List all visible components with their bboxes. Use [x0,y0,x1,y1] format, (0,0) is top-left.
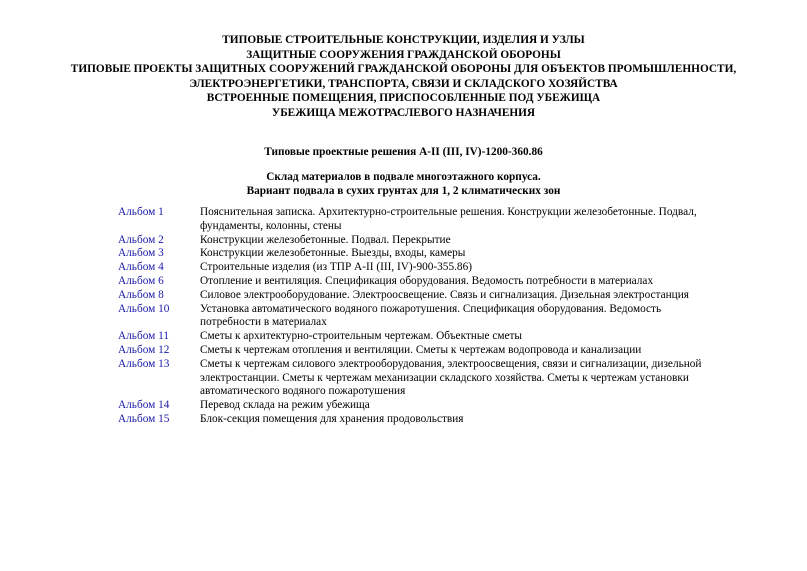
album-description: Пояснительная записка. Архитектурно-строительные решения. Конструкции железобетонные. Подвал, фундаменты, колонны, стены [200,206,697,232]
album-row [118,234,718,248]
album-row [118,261,718,275]
album-description: Перевод склада на режим убежища [200,399,370,412]
album-row [118,330,718,344]
album-row [118,275,718,289]
album-link[interactable]: Альбом 2 [118,233,164,246]
album-link[interactable]: Альбом 8 [118,288,164,301]
album-description: Отопление и вентиляция. Спецификация оборудования. Ведомость потребности в материалах [200,274,654,287]
header-line: ЭЛЕКТРОЭНЕРГЕТИКИ, ТРАНСПОРТА, СВЯЗИ И СКЛАДСКОГО ХОЗЯЙСТВА [189,77,618,90]
document-description [0,170,807,198]
album-description: Сметы к архитектурно-строительным чертежам. Объектные сметы [200,330,523,343]
album-link[interactable]: Альбом 4 [118,261,164,274]
album-description: Строительные изделия (из ТПР А-II (III, IV)-900-355.86) [200,261,472,274]
album-row [118,247,718,261]
album-row [118,344,718,358]
album-link[interactable]: Альбом 15 [118,412,170,425]
album-row [118,358,718,399]
album-row [118,413,718,427]
album-link[interactable]: Альбом 1 [118,206,164,218]
album-link[interactable]: Альбом 3 [118,247,164,260]
album-link[interactable]: Альбом 12 [118,343,170,356]
album-row [118,289,718,303]
album-link[interactable]: Альбом 10 [118,302,170,315]
album-row [118,399,718,413]
album-description: Силовое электрооборудование. Электроосвещение. Связь и сигнализация. Дизельная электростанция [200,288,689,301]
header-line: ЗАЩИТНЫЕ СООРУЖЕНИЯ ГРАЖДАНСКОЙ ОБОРОНЫ [246,48,561,61]
album-row [118,303,718,331]
description-line: Склад материалов в подвале многоэтажного корпуса. [266,171,541,183]
album-description: Сметы к чертежам отопления и вентиляции. Сметы к чертежам водопровода и канализации [200,343,642,356]
album-link[interactable]: Альбом 11 [118,330,169,343]
album-description: Сметы к чертежам силового электрооборудования, электроосвещения, связи и сигнализации, дизельной электростанции. Сметы к чертежам механизации складского хозяйства. Сметы к чертежам установки автоматического водяного пожаротушения [200,357,702,398]
description-line: Вариант подвала в сухих грунтах для 1, 2 климатических зон [246,185,561,197]
header-line: ТИПОВЫЕ СТРОИТЕЛЬНЫЕ КОНСТРУКЦИИ, ИЗДЕЛИЯ И УЗЛЫ [222,34,585,46]
album-description: Установка автоматического водяного пожаротушения. Спецификация оборудования. Ведомость потребности в материалах [200,302,662,329]
header-line: УБЕЖИЩА МЕЖОТРАСЛЕВОГО НАЗНАЧЕНИЯ [271,106,536,119]
album-link[interactable]: Альбом 14 [118,399,170,412]
album-description: Блок-секция помещения для хранения продовольствия [200,412,464,425]
album-description: Конструкции железобетонные. Подвал. Перекрытие [200,233,451,246]
document-header [0,33,807,121]
album-row [118,206,718,234]
header-line: ВСТРОЕННЫЕ ПОМЕЩЕНИЯ, ПРИСПОСОБЛЕННЫЕ ПОД УБЕЖИЩА [206,92,601,105]
album-description: Конструкции железобетонные. Выезды, входы, камеры [200,247,466,260]
header-line: ТИПОВЫЕ ПРОЕКТЫ ЗАЩИТНЫХ СООРУЖЕНИЙ ГРАЖДАНСКОЙ ОБОРОНЫ ДЛЯ ОБЪЕКТОВ ПРОМЫШЛЕННОСТИ, [70,63,737,76]
album-link[interactable]: Альбом 13 [118,357,170,370]
album-link[interactable]: Альбом 6 [118,274,164,287]
document-subtitle: Типовые проектные решения А-II (III, IV)-1200-360.86 [264,146,543,158]
album-list [118,206,718,427]
